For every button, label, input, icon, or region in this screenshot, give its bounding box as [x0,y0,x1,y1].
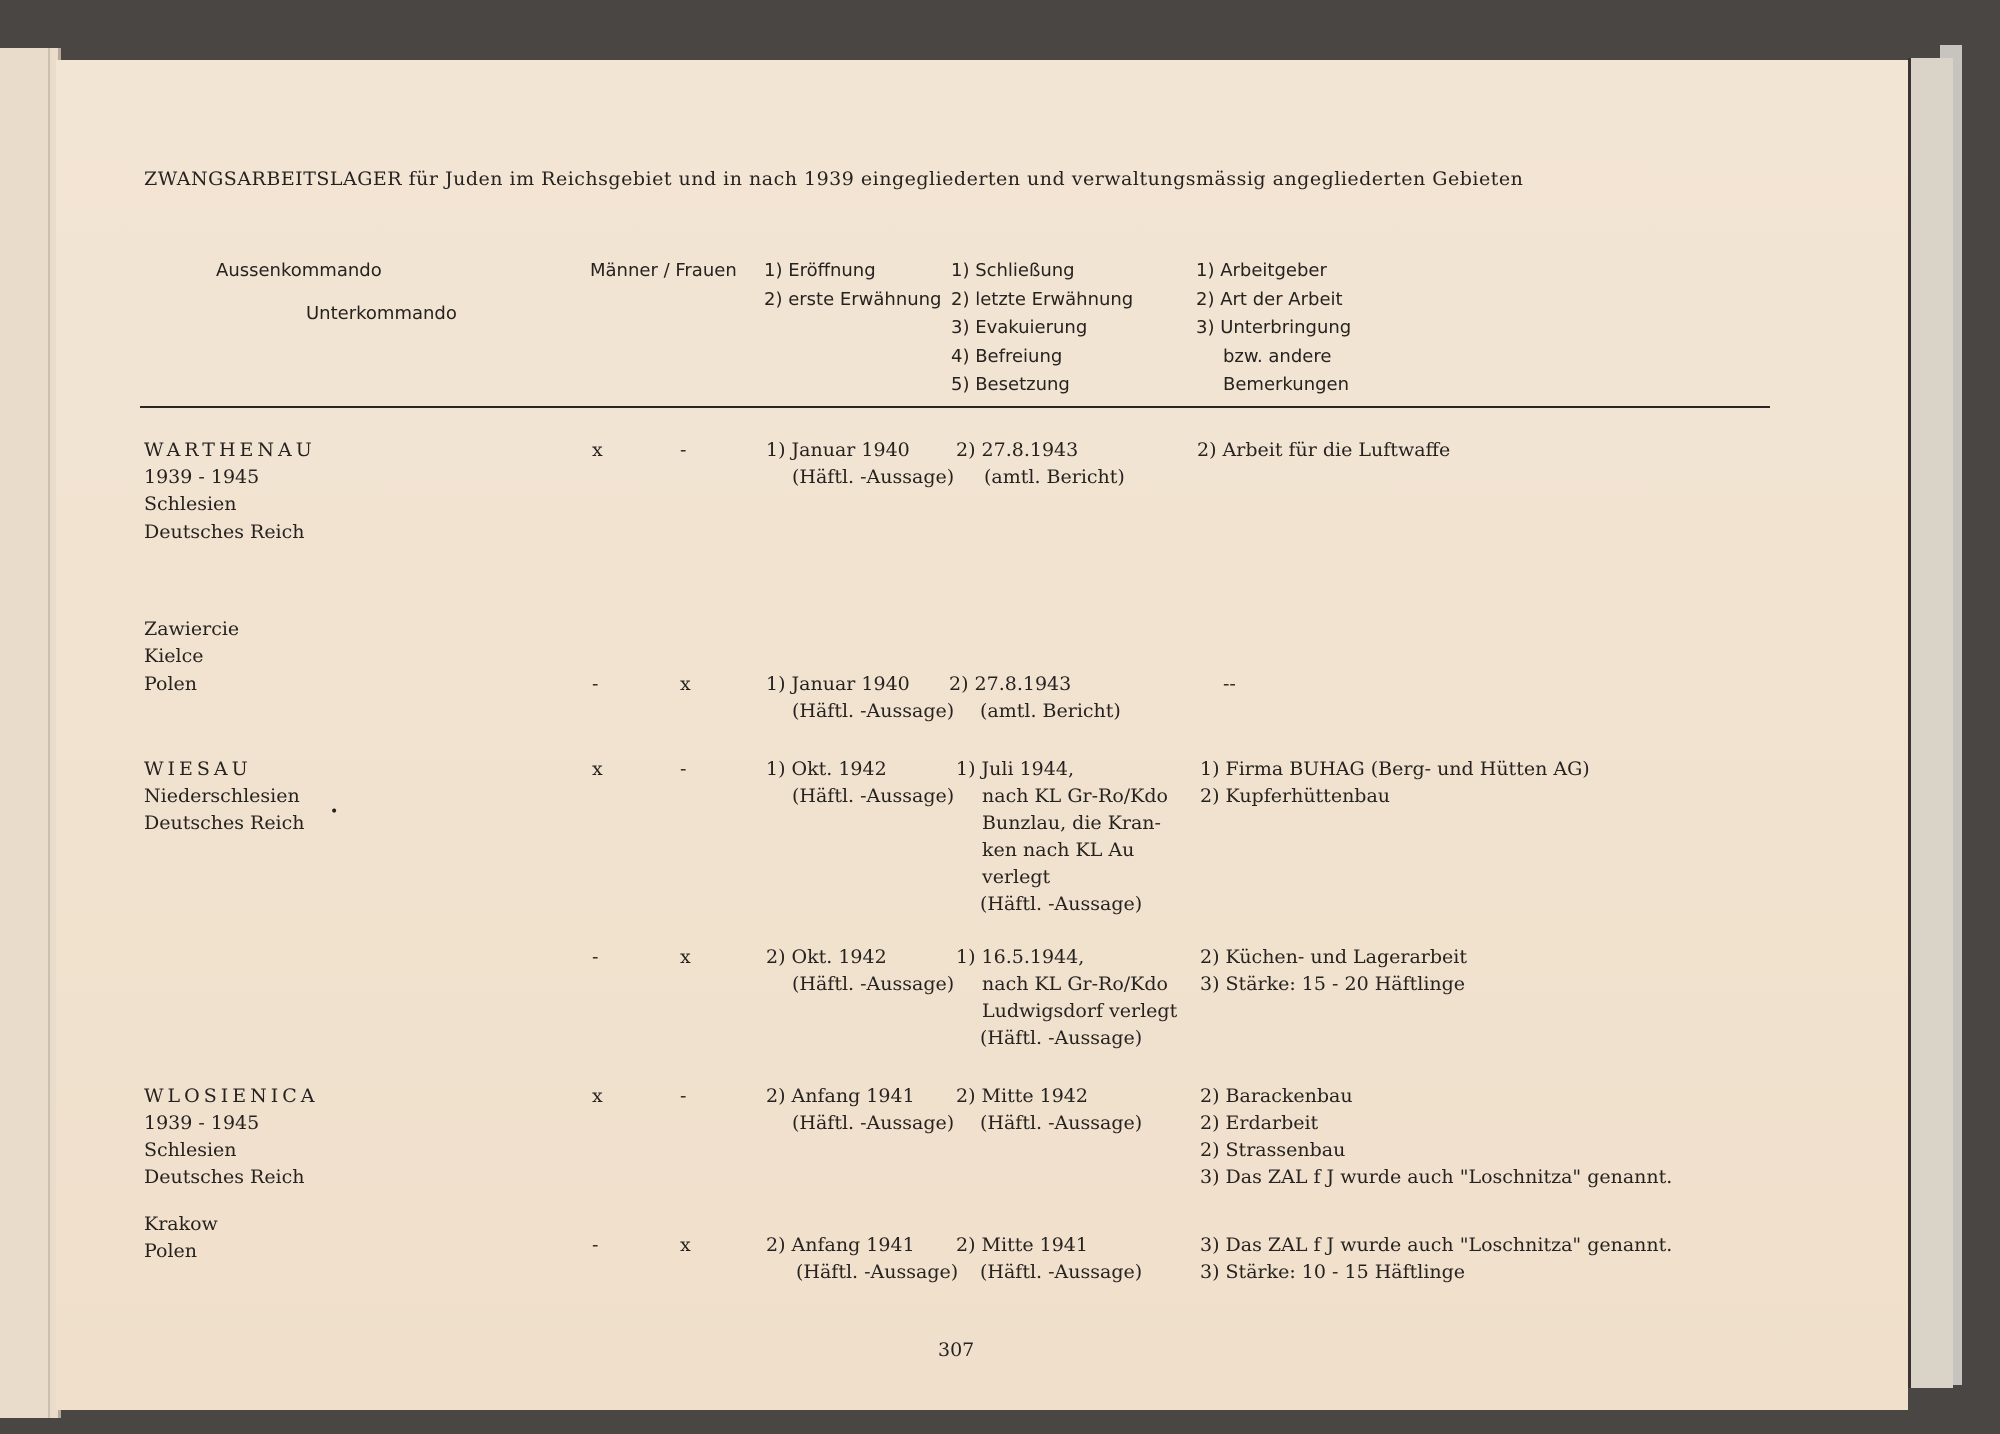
book-page [56,60,1908,1410]
header-arbeitgeber: 1) Arbeitgeber [1196,260,1327,281]
header-art-der-arbeit: 2) Art der Arbeit [1196,289,1343,310]
opening: 1) Januar 1940 [766,673,910,695]
work-note: 2) Arbeit für die Luftwaffe [1197,439,1451,461]
place-country: Deutsches Reich [144,812,305,834]
women-mark: x [680,1234,691,1256]
men-mark: - [592,946,599,968]
place-region: Schlesien [144,493,237,515]
opening: 2) Anfang 1941 [766,1234,915,1256]
opening-source: (Häftl. -Aussage) [792,1112,955,1134]
place-years: 1939 - 1945 [144,466,260,488]
closing-detail: nach KL Gr-Ro/Kdo [982,973,1168,995]
place-name: Zawiercie [144,618,240,640]
opening-source: (Häftl. -Aussage) [792,466,955,488]
page-title: ZWANGSARBEITSLAGER für Juden im Reichsgebiet und in nach 1939 eingegliederten und verwaltungsmässig angegliederten Gebieten [144,168,1524,190]
header-unterbringung: 3) Unterbringung [1196,317,1352,338]
opening: 2) Anfang 1941 [766,1085,915,1107]
closing-detail: verlegt [982,866,1051,888]
closing-source: (Häftl. -Aussage) [980,1112,1143,1134]
header-aussenkommando: Aussenkommando [216,260,382,281]
header-eroeffnung: 1) Eröffnung [764,260,876,281]
header-rule [140,406,1770,408]
closing: 1) 16.5.1944, [956,946,1085,968]
strength: 3) Stärke: 10 - 15 Häftlinge [1200,1261,1466,1283]
closing: 2) Mitte 1942 [956,1085,1088,1107]
men-mark: x [592,758,603,780]
closing: 2) 27.8.1943 [956,439,1079,461]
opening-source: (Häftl. -Aussage) [792,785,955,807]
header-erste-erwaehnung: 2) erste Erwähnung [764,289,942,310]
women-mark: - [680,1085,687,1107]
header-bzw-andere: bzw. andere [1223,346,1332,367]
header-besetzung: 5) Besetzung [951,374,1070,395]
header-bemerkungen: Bemerkungen [1223,374,1350,395]
opening: 1) Januar 1940 [766,439,910,461]
opening: 2) Okt. 1942 [766,946,887,968]
women-mark: x [680,946,691,968]
header-schliessung: 1) Schließung [951,260,1075,281]
place-region: Schlesien [144,1139,237,1161]
closing-detail: Bunzlau, die Kran- [982,812,1161,834]
closing: 1) Juli 1944, [956,758,1074,780]
book-right-page-edge [1908,58,1953,1388]
place-region: Kielce [144,645,204,667]
header-befreiung: 4) Befreiung [951,346,1063,367]
work-type: 2) Erdarbeit [1200,1112,1319,1134]
closing: 2) 27.8.1943 [949,673,1072,695]
place-country: Polen [144,673,198,695]
print-speck: • [330,804,339,820]
work-type: 2) Barackenbau [1200,1085,1353,1107]
place-name: Krakow [144,1213,218,1235]
place-years: 1939 - 1945 [144,1112,260,1134]
work-type: 2) Küchen- und Lagerarbeit [1200,946,1468,968]
work-type: 2) Strassenbau [1200,1139,1346,1161]
place-name: WLOSIENICA [144,1085,319,1107]
place-name: WARTHENAU [144,439,316,461]
opening-source: (Häftl. -Aussage) [792,973,955,995]
place-region: Niederschlesien [144,785,300,807]
opening: 1) Okt. 1942 [766,758,887,780]
women-mark: - [680,439,687,461]
women-mark: x [680,673,691,695]
opening-source: (Häftl. -Aussage) [796,1261,959,1283]
header-unterkommando: Unterkommando [306,303,457,324]
page-number: 307 [938,1339,975,1361]
closing-source: (amtl. Bericht) [984,466,1125,488]
men-mark: - [592,1234,599,1256]
closing-detail: ken nach KL Au [982,839,1135,861]
place-country: Deutsches Reich [144,1166,305,1188]
closing-source: (Häftl. -Aussage) [980,893,1143,915]
men-mark: x [592,1085,603,1107]
strength: 3) Stärke: 15 - 20 Häftlinge [1200,973,1466,995]
closing-detail: Ludwigsdorf verlegt [982,1000,1178,1022]
women-mark: - [680,758,687,780]
place-name: WIESAU [144,758,252,780]
closing-source: (amtl. Bericht) [980,700,1121,722]
place-country: Polen [144,1240,198,1262]
closing: 2) Mitte 1941 [956,1234,1088,1256]
book-left-page-edge [0,48,61,1418]
closing-detail: nach KL Gr-Ro/Kdo [982,785,1168,807]
closing-source: (Häftl. -Aussage) [980,1261,1143,1283]
men-mark: - [592,673,599,695]
opening-source: (Häftl. -Aussage) [792,700,955,722]
work-note: -- [1223,673,1236,695]
camp-note: 3) Das ZAL f J wurde auch "Loschnitza" genannt. [1200,1234,1673,1256]
header-evakuierung: 3) Evakuierung [951,317,1088,338]
header-letzte-erwaehnung: 2) letzte Erwähnung [951,289,1134,310]
employer: 1) Firma BUHAG (Berg- und Hütten AG) [1200,758,1590,780]
closing-source: (Häftl. -Aussage) [980,1027,1143,1049]
header-maenner-frauen: Männer / Frauen [590,260,737,281]
men-mark: x [592,439,603,461]
work-type: 2) Kupferhüttenbau [1200,785,1391,807]
camp-note: 3) Das ZAL f J wurde auch "Loschnitza" genannt. [1200,1166,1673,1188]
place-country: Deutsches Reich [144,521,305,543]
